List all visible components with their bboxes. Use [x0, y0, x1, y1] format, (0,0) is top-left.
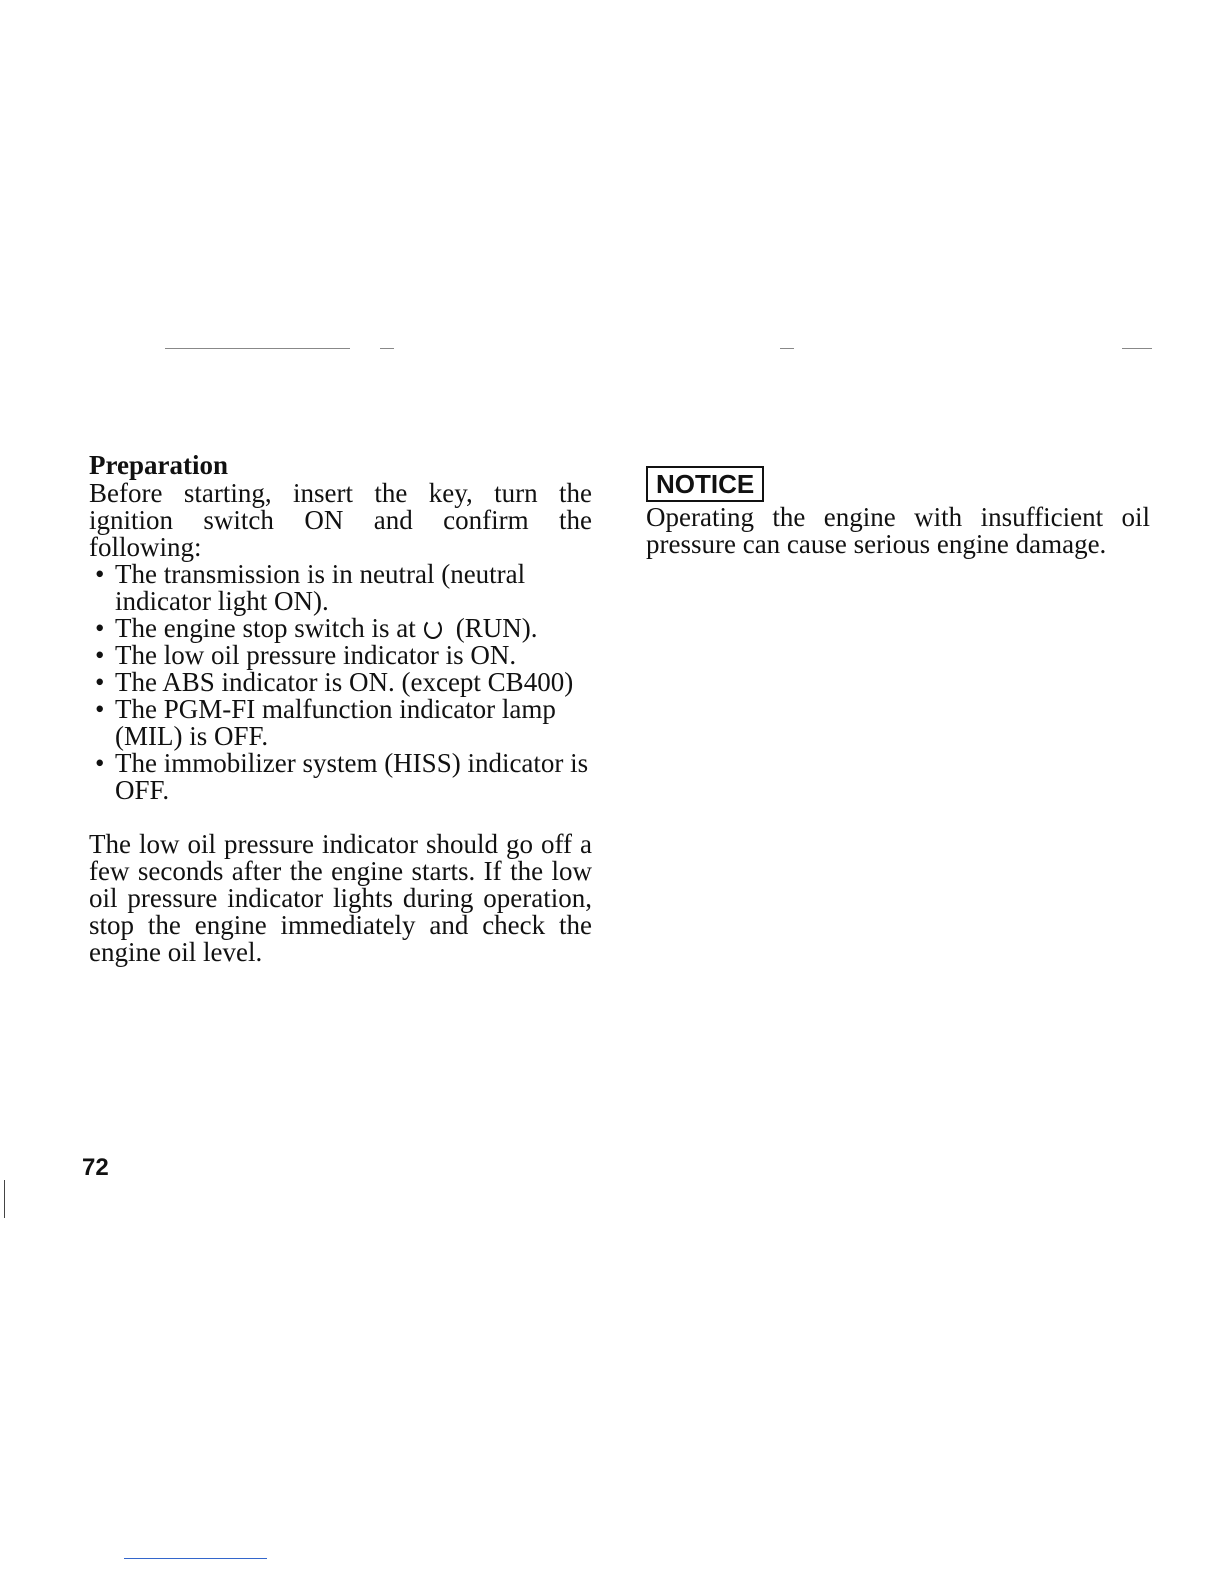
notice-section — [646, 466, 1150, 558]
bullet-icon: • — [95, 667, 105, 697]
closing-paragraph: The low oil pressure indicator should go off a few seconds after the engine starts. If the low oil pressure indicator lights during operation, stop the engine immediately and check the engine oil level. — [89, 829, 592, 967]
edge-mark — [4, 1180, 5, 1218]
bottom-rule — [124, 1558, 267, 1559]
notice-text: Operating the engine with insufficient oil pressure can cause serious engine damage. — [646, 502, 1150, 559]
list-item-text: The immobilizer system (HISS) indicator is OFF. — [115, 748, 589, 805]
bullet-icon: • — [95, 640, 105, 670]
top-rule-left — [165, 348, 350, 349]
startup-checklist — [89, 561, 592, 804]
top-rule-mid — [780, 348, 794, 349]
list-item-text: The transmission is in neutral (neutral indicator light ON). — [115, 559, 526, 616]
intro-paragraph: Before starting, insert the key, turn the ignition switch ON and confirm the following: — [89, 478, 592, 562]
list-item — [89, 561, 592, 615]
list-item-text-suffix: (RUN). — [455, 613, 538, 643]
preparation-section — [89, 450, 592, 966]
notice-label: NOTICE — [646, 466, 764, 502]
list-item — [89, 642, 592, 669]
list-item-text: The low oil pressure indicator is ON. — [115, 640, 517, 670]
list-item — [89, 669, 592, 696]
run-symbol-icon — [424, 619, 442, 639]
list-item — [89, 696, 592, 750]
page-number: 72 — [82, 1154, 109, 1181]
bullet-icon: • — [95, 748, 105, 778]
bullet-icon: • — [95, 559, 105, 589]
list-item — [89, 750, 592, 804]
section-title: Preparation — [89, 450, 228, 480]
bullet-icon: • — [95, 613, 105, 643]
list-item-text: The PGM-FI malfunction indicator lamp (MIL) is OFF. — [115, 694, 556, 751]
list-item-text: The ABS indicator is ON. (except CB400) — [115, 667, 574, 697]
top-rule-right — [1122, 348, 1152, 349]
bullet-icon: • — [95, 694, 105, 724]
list-item — [89, 615, 592, 642]
list-item-text: The engine stop switch is at — [115, 613, 416, 643]
top-rule-dot — [380, 348, 394, 349]
